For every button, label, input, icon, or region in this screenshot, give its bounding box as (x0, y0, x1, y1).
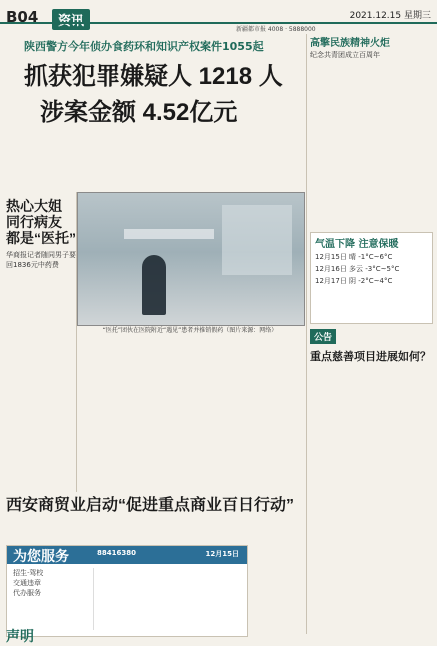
left-feature-line-2: 同行病友 (6, 214, 62, 230)
weather-row: 12月17日 阴 -2°C~4°C (315, 277, 393, 285)
service-line-3: 代办服务 (13, 589, 41, 597)
service-box (13, 568, 94, 630)
public-notice (310, 325, 431, 364)
section-brand: 资讯 (52, 9, 90, 30)
right-title: 高擎民族精神火炬 (310, 38, 390, 49)
photo-person (142, 255, 166, 315)
weather-row: 12月16日 多云 -3°C~5°C (315, 265, 400, 273)
page-number: B04 (6, 8, 39, 26)
declaration-label: 声明 (6, 629, 34, 645)
right-subtitle: 纪念共青团成立百周年 (310, 51, 380, 59)
weather-row: 12月15日 晴 -1°C~6°C (315, 253, 393, 261)
story-kicker: 陕西警方今年侦办食药环和知识产权案件1055起 (24, 40, 264, 53)
headline-line-2: 涉案金额 4.52亿元 (40, 99, 238, 126)
photo-window (222, 205, 292, 275)
header-rule (0, 22, 437, 24)
left-feature-line-3: 都是“医托” (6, 230, 76, 246)
service-line-1: 招生·驾校 (13, 569, 44, 577)
service-line-2: 交通违章 (13, 579, 41, 587)
service-header (7, 546, 247, 564)
header-contact: 新疆都市报 4008 · 5888000 (236, 26, 316, 33)
left-feature-line-1: 热心大姐 (6, 198, 62, 214)
bottom-headline: 西安商贸业启动“促进重点商业百日行动” (6, 497, 295, 514)
service-phone: 88416380 (97, 549, 136, 557)
right-column (310, 34, 431, 64)
service-panel (6, 545, 248, 637)
page-header (0, 0, 437, 34)
photo-sign (124, 229, 214, 239)
left-feature-box (6, 198, 76, 270)
left-feature-subtitle: 华商报记者随同男子要回1836元中药费 (6, 251, 76, 269)
service-title: 为您服务 (13, 549, 69, 565)
photo-caption: “医托”团伙在医院附近“遇见”患者并推销假药（图片来源：网络） (102, 327, 278, 334)
service-date: 12月15日 (205, 550, 239, 558)
weather-title: 气温下降 注意保暖 (315, 239, 399, 250)
public-title: 重点慈善项目进展如何？ (310, 350, 431, 363)
column-divider (306, 34, 307, 634)
public-badge: 公告 (310, 329, 336, 344)
issue-date: 2021.12.15 星期三 (349, 11, 431, 21)
headline-line-1: 抓获犯罪嫌疑人 1218 人 (24, 63, 283, 90)
main-story (6, 34, 306, 127)
weather-box (310, 232, 433, 324)
news-photo (77, 192, 305, 326)
